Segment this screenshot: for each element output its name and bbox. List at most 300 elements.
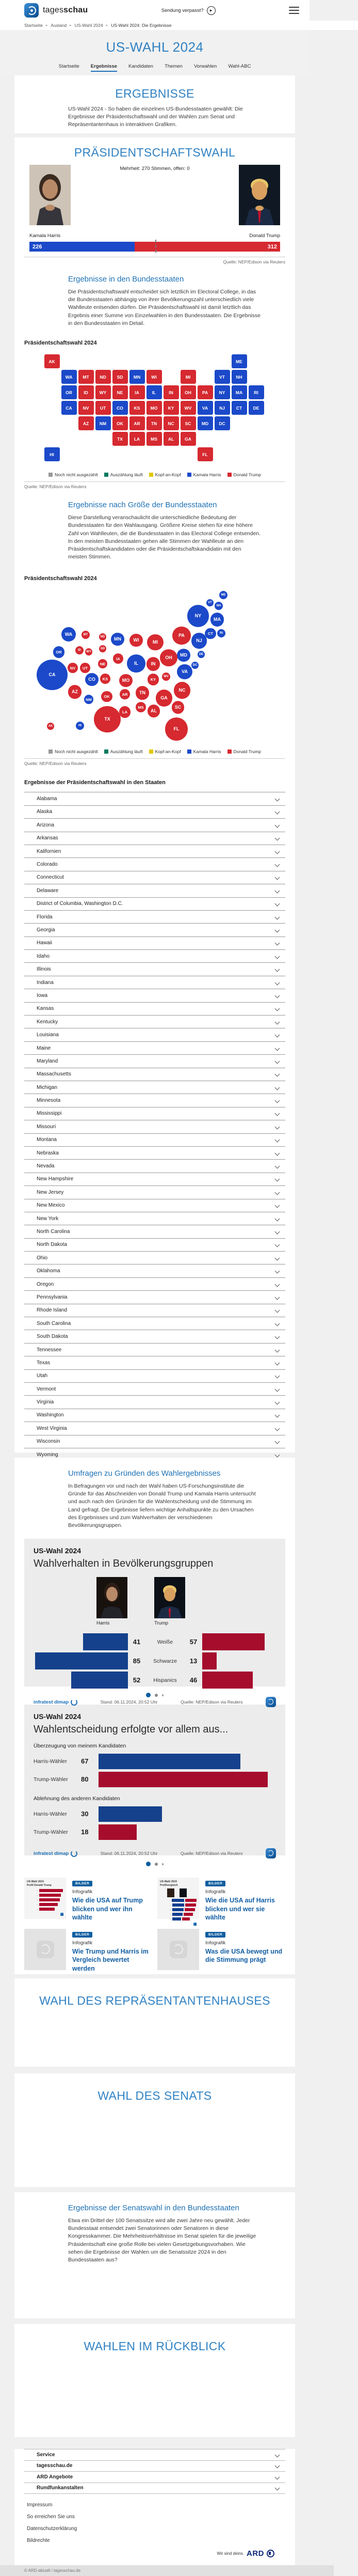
breadcrumb-item[interactable]: US-Wahl 2024: Die Ergebnisse bbox=[111, 23, 172, 28]
state-accordion-row[interactable] bbox=[24, 1435, 285, 1448]
legend-item bbox=[227, 749, 261, 754]
breadcrumb-item[interactable]: Ausland bbox=[51, 23, 67, 28]
chevron-down-icon[interactable] bbox=[275, 822, 280, 828]
state-accordion-row[interactable] bbox=[24, 1343, 285, 1356]
state-accordion-row[interactable] bbox=[24, 818, 285, 831]
president-card bbox=[14, 137, 295, 1458]
row-label: Trump-Wähler bbox=[34, 1829, 68, 1835]
state-bubble-TN: TN bbox=[136, 686, 150, 700]
state-accordion-label: Texas bbox=[37, 1360, 51, 1366]
tab-ergebnisse[interactable]: Ergebnisse bbox=[91, 64, 117, 72]
teaser-thumbnail bbox=[24, 1929, 66, 1970]
state-accordion-row[interactable] bbox=[24, 1002, 285, 1015]
state-accordion-row[interactable] bbox=[24, 976, 285, 989]
footer-link[interactable]: Bildrechte bbox=[27, 2538, 50, 2543]
teaser-card[interactable] bbox=[24, 1929, 152, 1973]
breadcrumb-item[interactable]: Startseite bbox=[24, 23, 43, 28]
trump-bar bbox=[202, 1652, 217, 1669]
chevron-down-icon[interactable] bbox=[275, 1386, 280, 1392]
teaser-card[interactable] bbox=[157, 1878, 285, 1926]
size-text: Diese Darstellung veranschaulicht die unterschiedliche Bedeutung der Bundesstaaten für den Wahlausgang. Größere Kreise stehen für eine höhere Zahl von Wahlleuten, die die Bundesstaaten in das Electoral College entsenden. In den meisten Bundesstaaten gehen alle Stimmen der Wahlleute an den Präsidentschaftskandidaten oder die Präsidentschaftskandidatin mit den meisten Stimmen. bbox=[68, 514, 261, 560]
state-accordion-row[interactable] bbox=[24, 1120, 285, 1133]
footer-link[interactable]: Impressum bbox=[27, 2502, 53, 2508]
teaser-card[interactable] bbox=[157, 1929, 285, 1973]
state-accordion-label: Nevada bbox=[37, 1163, 55, 1169]
tab-vorwahlen[interactable]: Vorwahlen bbox=[193, 64, 217, 69]
state-accordion-row[interactable] bbox=[24, 936, 285, 949]
state-accordion-row[interactable] bbox=[24, 1185, 285, 1198]
chevron-down-icon[interactable] bbox=[275, 1334, 280, 1339]
thumb-kicker: US-Wahl 2024 bbox=[160, 1880, 177, 1884]
teaser-title[interactable]: Was die USA bewegt und die Stimmung prägt bbox=[205, 1948, 283, 1964]
state-accordion-label: Kansas bbox=[37, 1006, 54, 1012]
states-subhead: Ergebnisse in den Bundesstaaten bbox=[68, 275, 184, 284]
state-accordion-row[interactable] bbox=[24, 1068, 285, 1081]
senate-title: WAHL DES SENATS bbox=[97, 2089, 212, 2102]
chevron-down-icon[interactable] bbox=[275, 1347, 280, 1352]
chevron-down-icon[interactable] bbox=[275, 1190, 280, 1195]
state-tile-PA: PA bbox=[198, 385, 213, 399]
chevron-down-icon[interactable] bbox=[275, 1413, 280, 1418]
intro-text: US-Wahl 2024 - So haben die einzelnen US-Bundesstaaten gewählt: Die Ergebnisse der Präsidentschaftswahl und der Wahlen zum Senat und Repräsentantenhaus in interaktiven Grafiken. bbox=[68, 106, 243, 128]
state-accordion-label: Tennessee bbox=[37, 1347, 62, 1353]
state-accordion-row[interactable] bbox=[24, 1317, 285, 1330]
trump-value: 13 bbox=[189, 1657, 198, 1665]
state-tile-CT: CT bbox=[232, 401, 247, 415]
teaser-thumbnail bbox=[24, 1878, 66, 1919]
tab-themen[interactable]: Themen bbox=[165, 64, 183, 69]
state-tile-FL: FL bbox=[198, 447, 213, 461]
state-accordion-row[interactable] bbox=[24, 884, 285, 897]
state-accordion-label: Kentucky bbox=[37, 1019, 58, 1025]
thumb-bar-blue bbox=[172, 1908, 184, 1911]
carousel-dots[interactable] bbox=[14, 1862, 295, 1866]
chevron-down-icon[interactable] bbox=[275, 888, 280, 893]
chevron-down-icon[interactable] bbox=[275, 914, 280, 919]
state-results-accordion bbox=[24, 792, 285, 1461]
state-tile-SC: SC bbox=[181, 416, 196, 430]
tagesschau-logo[interactable] bbox=[24, 3, 88, 18]
chevron-down-icon[interactable] bbox=[275, 1006, 280, 1011]
thumb-title: Profilvergleich bbox=[160, 1884, 178, 1887]
tagesschau-globe-placeholder-icon bbox=[37, 1941, 54, 1958]
row-label: Trump-Wähler bbox=[34, 1776, 68, 1783]
trump-thumb-label: Trump bbox=[154, 1620, 169, 1627]
state-bubble-AZ: AZ bbox=[68, 685, 82, 699]
state-accordion-row[interactable] bbox=[24, 1225, 285, 1238]
state-bubble-MA: MA bbox=[210, 613, 224, 627]
thumb-bar-row bbox=[160, 1912, 197, 1916]
chevron-down-icon[interactable] bbox=[275, 1098, 280, 1103]
breadcrumb-item[interactable]: US-Wahl 2024 bbox=[74, 23, 103, 28]
state-bubble-MT: MT bbox=[82, 631, 90, 639]
state-accordion-label: South Carolina bbox=[37, 1320, 71, 1326]
state-accordion-label: Nebraska bbox=[37, 1150, 59, 1156]
chevron-down-icon[interactable] bbox=[275, 836, 280, 841]
state-accordion-label: New Mexico bbox=[37, 1203, 65, 1209]
thumb-title: Profil Donald Trump bbox=[27, 1884, 52, 1887]
states-text: Die Präsidentschaftswahl entscheidet sich letztlich im Electoral College, in das die Bundesstaaten abhängig von ihrer Bevölkerungszahl unterschiedlich viele Wahlleute entsenden dürfen. Die Präsidentschaftswahl ist damit letztlich das Ergebnis einer Summe von Einzelwahlen in den Bundesstaaten. Die Ergebnisse in den Bundesstaaten im Detail. bbox=[68, 289, 261, 326]
senate-section-card bbox=[14, 2073, 295, 2187]
chevron-down-icon[interactable] bbox=[275, 875, 280, 880]
state-accordion-row[interactable] bbox=[24, 1382, 285, 1395]
state-accordion-row[interactable] bbox=[24, 1409, 285, 1422]
teaser-text bbox=[205, 1878, 283, 1922]
state-accordion-row[interactable] bbox=[24, 871, 285, 884]
chevron-down-icon[interactable] bbox=[275, 1124, 280, 1129]
state-bubble-DE: DE bbox=[198, 651, 205, 658]
state-bubble-GA: GA bbox=[156, 690, 172, 706]
chevron-down-icon[interactable] bbox=[275, 1019, 280, 1024]
thumb-bar-label: — bbox=[169, 1903, 171, 1906]
state-tile-IL: IL bbox=[147, 385, 162, 399]
chevron-down-icon[interactable] bbox=[275, 941, 280, 946]
chevron-down-icon[interactable] bbox=[275, 954, 280, 959]
state-accordion-row[interactable] bbox=[24, 1094, 285, 1106]
state-accordion-label: Florida bbox=[37, 914, 53, 920]
chevron-down-icon[interactable] bbox=[275, 1033, 280, 1038]
state-accordion-row[interactable] bbox=[24, 1251, 285, 1264]
state-accordion-row[interactable] bbox=[24, 1159, 285, 1172]
state-accordion-row[interactable] bbox=[24, 857, 285, 870]
state-accordion-row[interactable] bbox=[24, 1054, 285, 1067]
state-accordion-row[interactable] bbox=[24, 1277, 285, 1290]
state-accordion-label: Iowa bbox=[37, 992, 48, 998]
chevron-down-icon[interactable] bbox=[275, 1400, 280, 1405]
ard-app-icon bbox=[266, 1848, 276, 1859]
missed-show-label: Sendung verpasst? bbox=[161, 7, 204, 13]
chevron-down-icon[interactable] bbox=[275, 849, 280, 854]
chevron-down-icon[interactable] bbox=[275, 1058, 280, 1064]
chevron-down-icon[interactable] bbox=[275, 1203, 280, 1208]
state-accordion-label: Alaska bbox=[37, 809, 53, 815]
state-accordion-row[interactable] bbox=[24, 1330, 285, 1342]
thumb-ard-icon bbox=[60, 1913, 63, 1916]
state-tile-AL: AL bbox=[164, 432, 179, 446]
state-tile-MA: MA bbox=[232, 385, 247, 399]
state-accordion-row[interactable] bbox=[24, 1133, 285, 1146]
state-tile-GA: GA bbox=[181, 432, 196, 446]
state-bubble-WV: WV bbox=[162, 673, 170, 681]
state-accordion-row[interactable] bbox=[24, 1290, 285, 1303]
state-bubble-WY: WY bbox=[85, 648, 92, 655]
state-bubble-OH: OH bbox=[160, 649, 177, 666]
state-bubble-OR: OR bbox=[53, 646, 65, 658]
harris-bar bbox=[83, 1633, 128, 1650]
chevron-down-icon[interactable] bbox=[275, 1439, 280, 1444]
row-value: 30 bbox=[81, 1810, 89, 1818]
ard-logo[interactable] bbox=[217, 2549, 274, 2558]
state-accordion-row[interactable] bbox=[24, 923, 285, 936]
chevron-down-icon[interactable] bbox=[275, 1164, 280, 1169]
chevron-down-icon[interactable] bbox=[275, 1452, 280, 1457]
footer-card bbox=[14, 2449, 295, 2565]
state-bubble-DC: DC bbox=[191, 662, 199, 669]
state-accordion-row[interactable] bbox=[24, 1028, 285, 1041]
state-accordion-row[interactable] bbox=[24, 910, 285, 923]
source-note: Quelle: NEP/Edison via Reuters bbox=[181, 1699, 243, 1705]
harris-bar-zone bbox=[34, 1652, 128, 1669]
state-bubble-AL: AL bbox=[148, 705, 160, 717]
state-tile-UT: UT bbox=[95, 401, 111, 415]
state-bubble-MN: MN bbox=[111, 633, 124, 646]
thumb-footer bbox=[27, 1913, 63, 1916]
chevron-down-icon[interactable] bbox=[275, 2486, 280, 2491]
brand-wordmark: tagesschau bbox=[43, 6, 88, 14]
house-section-card bbox=[14, 1978, 295, 2067]
bilder-badge: BILDER bbox=[205, 1881, 225, 1886]
chevron-down-icon[interactable] bbox=[275, 1321, 280, 1326]
state-bubble-HI: HI bbox=[76, 722, 84, 730]
state-tile-VT: VT bbox=[215, 370, 230, 384]
state-tile-OH: OH bbox=[181, 385, 196, 399]
state-accordion-label: Arizona bbox=[37, 822, 54, 828]
state-accordion-row[interactable] bbox=[24, 792, 285, 805]
state-accordion-label: Michigan bbox=[37, 1084, 58, 1090]
state-accordion-row[interactable] bbox=[24, 1212, 285, 1225]
thumb-footer bbox=[160, 1923, 197, 1926]
state-accordion-row[interactable] bbox=[24, 1146, 285, 1159]
chevron-down-icon[interactable] bbox=[275, 993, 280, 998]
chevron-down-icon[interactable] bbox=[275, 809, 280, 815]
footer-accordion-row[interactable] bbox=[24, 2449, 285, 2460]
state-accordion-label: Missouri bbox=[37, 1123, 56, 1130]
thumb-bar-red bbox=[185, 1903, 196, 1907]
chevron-down-icon[interactable] bbox=[275, 1137, 280, 1143]
harris-ev-segment: 226 bbox=[29, 242, 135, 252]
state-bubble-MS: MS bbox=[136, 702, 146, 712]
chevron-down-icon[interactable] bbox=[275, 1294, 280, 1300]
footer-accordion-row[interactable] bbox=[24, 2471, 285, 2483]
map-chart-label: Präsidentschaftswahl 2024 bbox=[24, 340, 97, 347]
trump-bar bbox=[202, 1672, 253, 1689]
footer-link[interactable]: Datenschutzerklärung bbox=[27, 2526, 77, 2532]
state-accordion-row[interactable] bbox=[24, 1264, 285, 1277]
chevron-down-icon[interactable] bbox=[275, 797, 280, 802]
state-list-label: Ergebnisse der Präsidentschaftswahl in den Staaten bbox=[24, 779, 166, 786]
group-label: Überzeugung von meinem Kandidaten bbox=[34, 1743, 126, 1750]
chevron-down-icon[interactable] bbox=[275, 1426, 280, 1431]
stand-note: Stand: 06.11.2024, 20:52 Uhr bbox=[100, 1851, 158, 1856]
state-accordion-row[interactable] bbox=[24, 805, 285, 818]
play-icon: ▶ bbox=[207, 6, 216, 15]
chevron-down-icon[interactable] bbox=[275, 862, 280, 867]
legend-label: Kamala Harris bbox=[193, 749, 221, 755]
state-accordion-row[interactable] bbox=[24, 1015, 285, 1028]
chevron-down-icon[interactable] bbox=[275, 1085, 280, 1090]
chevron-down-icon[interactable] bbox=[275, 1045, 280, 1051]
teaser-text bbox=[72, 1929, 150, 1973]
state-bubble-NE: NE bbox=[98, 659, 107, 668]
state-bubble-UT: UT bbox=[80, 663, 90, 673]
size-subhead: Ergebnisse nach Größe der Bundesstaaten bbox=[68, 501, 217, 510]
copyright-text: © ARD-aktuell / tagesschau.de bbox=[24, 2568, 81, 2573]
footer-accordion-row[interactable] bbox=[24, 2483, 285, 2494]
state-accordion-label: Utah bbox=[37, 1373, 48, 1379]
state-tile-SD: SD bbox=[112, 370, 128, 384]
teaser-card[interactable] bbox=[24, 1878, 152, 1922]
teaser-title[interactable]: Wie die USA auf Harris blicken und wer sie wählte bbox=[205, 1897, 275, 1921]
chevron-down-icon[interactable] bbox=[275, 1229, 280, 1235]
ard-one-icon bbox=[267, 2550, 274, 2557]
tab-kandidaten[interactable]: Kandidaten bbox=[128, 64, 154, 69]
stand-note: Stand: 06.11.2024, 20:52 Uhr bbox=[100, 1699, 158, 1705]
state-bubble-PA: PA bbox=[172, 627, 190, 645]
chevron-down-icon[interactable] bbox=[275, 967, 280, 972]
chevron-down-icon[interactable] bbox=[275, 1111, 280, 1116]
chevron-down-icon[interactable] bbox=[275, 1150, 280, 1156]
footer-accordion-row[interactable] bbox=[24, 2460, 285, 2472]
thumb-bar-blue bbox=[172, 1913, 183, 1916]
legend-swatch bbox=[227, 473, 232, 477]
chevron-down-icon[interactable] bbox=[275, 1308, 280, 1313]
state-accordion-label: Alabama bbox=[37, 796, 57, 802]
thumb-bar-label: — bbox=[169, 1913, 171, 1915]
chevron-down-icon[interactable] bbox=[275, 928, 280, 933]
legend-swatch bbox=[48, 473, 53, 477]
thumb-ard-icon bbox=[193, 1923, 197, 1926]
demographics-row bbox=[34, 1651, 276, 1671]
majority-marker bbox=[155, 240, 156, 253]
state-accordion-row[interactable] bbox=[24, 1041, 285, 1054]
state-accordion-row[interactable] bbox=[24, 1369, 285, 1382]
chevron-down-icon[interactable] bbox=[275, 1360, 280, 1365]
chevron-down-icon[interactable] bbox=[275, 1373, 280, 1379]
group-label: Ablehnung des anderen Kandidaten bbox=[34, 1796, 120, 1802]
state-bubble-CA: CA bbox=[37, 660, 68, 691]
missed-show-link[interactable] bbox=[161, 6, 216, 15]
state-accordion-label: Arkansas bbox=[37, 835, 58, 841]
state-accordion-label: Wisconsin bbox=[37, 1439, 60, 1445]
row-label: Harris-Wähler bbox=[34, 1758, 67, 1765]
tab-startseite[interactable]: Startseite bbox=[58, 64, 79, 69]
thumb-bar-red bbox=[39, 1898, 60, 1901]
thumb-bar-red bbox=[39, 1889, 63, 1892]
harris-bar bbox=[35, 1652, 128, 1669]
harris-bar-zone bbox=[34, 1672, 128, 1689]
chevron-down-icon[interactable] bbox=[275, 2474, 280, 2479]
state-accordion-row[interactable] bbox=[24, 1395, 285, 1408]
thumb-bar-label: — bbox=[36, 1908, 38, 1910]
chevron-down-icon[interactable] bbox=[275, 901, 280, 907]
legend-label: Auszählung läuft bbox=[110, 472, 143, 478]
state-tile-MO: MO bbox=[147, 401, 162, 415]
thumb-bar-blue bbox=[172, 1899, 184, 1902]
footer-accordion-label: Rundfunkanstalten bbox=[37, 2485, 84, 2491]
state-accordion-label: Vermont bbox=[37, 1386, 56, 1392]
state-tile-NC: NC bbox=[164, 416, 179, 430]
state-tile-IN: IN bbox=[164, 385, 179, 399]
teaser-title[interactable]: Wie die USA auf Trump blicken und wer ihn wählte bbox=[72, 1897, 143, 1921]
chevron-down-icon[interactable] bbox=[275, 2463, 280, 2469]
chevron-down-icon[interactable] bbox=[275, 980, 280, 985]
donald-trump-photo bbox=[239, 165, 280, 225]
infographic-title: Wahlentscheidung erfolgte vor allem aus... bbox=[34, 1724, 229, 1736]
carousel-dots[interactable] bbox=[14, 1693, 295, 1697]
state-accordion-label: Louisiana bbox=[37, 1032, 59, 1038]
state-accordion-row[interactable] bbox=[24, 897, 285, 910]
state-accordion-row[interactable] bbox=[24, 1238, 285, 1251]
state-accordion-row[interactable] bbox=[24, 845, 285, 857]
polls-card bbox=[14, 1458, 295, 1974]
state-bubble-ID: ID bbox=[75, 646, 84, 654]
bilder-badge: BILDER bbox=[205, 1932, 225, 1938]
state-accordion-label: Maryland bbox=[37, 1058, 58, 1064]
mini-photo bbox=[180, 1888, 187, 1897]
state-accordion-row[interactable] bbox=[24, 1173, 285, 1185]
state-tile-ME: ME bbox=[232, 354, 247, 368]
state-tile-MS: MS bbox=[147, 432, 162, 446]
footer-accordion bbox=[24, 2449, 285, 2494]
hamburger-menu-icon[interactable] bbox=[289, 7, 299, 14]
state-accordion-row[interactable] bbox=[24, 1422, 285, 1434]
harris-thumb-photo bbox=[96, 1577, 127, 1618]
row-value: 80 bbox=[81, 1775, 89, 1784]
legend-label: Auszählung läuft bbox=[110, 749, 143, 755]
source-note: Quelle: NEP/Edison via Reuters bbox=[181, 1851, 243, 1856]
page-title: US-WAHL 2024 bbox=[106, 39, 204, 55]
state-accordion-row[interactable] bbox=[24, 989, 285, 1002]
state-tile-NM: NM bbox=[95, 416, 111, 430]
state-accordion-row[interactable] bbox=[24, 1356, 285, 1369]
teaser-title[interactable]: Wie Trump und Harris im Vergleich bewertet werden bbox=[72, 1948, 149, 1972]
state-bubble-NH: NH bbox=[215, 602, 223, 610]
state-accordion-label: New York bbox=[37, 1215, 59, 1222]
legend-label: Kamala Harris bbox=[193, 472, 221, 478]
chevron-down-icon[interactable] bbox=[275, 1216, 280, 1221]
state-accordion-label: Virginia bbox=[37, 1399, 54, 1406]
state-accordion-row[interactable] bbox=[24, 949, 285, 962]
section-tabs bbox=[0, 64, 310, 72]
state-tile-LA: LA bbox=[129, 432, 145, 446]
legend-label: Noch nicht ausgezählt bbox=[55, 749, 98, 755]
state-tile-AZ: AZ bbox=[78, 416, 94, 430]
state-bubble-IA: IA bbox=[113, 653, 123, 664]
decision-groups bbox=[34, 1743, 276, 1841]
state-accordion-row[interactable] bbox=[24, 832, 285, 845]
tab-wahl-abc[interactable]: Wahl-ABC bbox=[228, 64, 251, 69]
state-accordion-row[interactable] bbox=[24, 1199, 285, 1212]
state-accordion-row[interactable] bbox=[24, 962, 285, 975]
chevron-down-icon[interactable] bbox=[275, 1242, 280, 1247]
state-bubble-NV: NV bbox=[68, 663, 78, 673]
senate-text: Etwa ein Drittel der 100 Senatssitze wird alle zwei Jahre neu gewählt. Jeder Bundesstaat entsendet zwei Senatorinnen oder Senatoren in diese Kongresskammer. Die Mehrheitsverhältnisse im Senat spielen für die jeweilige Präsidentschaft eine große Rolle bei vielen Gesetzgebungsvorhaben. Wie sehen die Ergebnisse der Wahlen um die Senatssitze 2024 in den Bundesstaaten aus? bbox=[68, 2218, 256, 2263]
chevron-down-icon[interactable] bbox=[275, 1255, 280, 1260]
state-tile-WY: WY bbox=[95, 385, 111, 399]
legend-label: Kopf-an-Kopf bbox=[155, 472, 181, 478]
footer-link[interactable]: So erreichen Sie uns bbox=[27, 2514, 75, 2520]
chevron-down-icon[interactable] bbox=[275, 1177, 280, 1182]
row-value: 18 bbox=[81, 1828, 89, 1836]
harris-bar bbox=[99, 1806, 162, 1822]
tagesschau-globe-icon bbox=[24, 3, 39, 18]
chevron-down-icon[interactable] bbox=[275, 2452, 280, 2457]
state-accordion-label: New Jersey bbox=[37, 1189, 64, 1195]
legend-swatch bbox=[187, 473, 191, 477]
chevron-down-icon[interactable] bbox=[275, 1282, 280, 1287]
state-accordion-row[interactable] bbox=[24, 1304, 285, 1317]
infographic-title: Wahlverhalten in Bevölkerungsgruppen bbox=[34, 1558, 214, 1570]
state-accordion-row[interactable] bbox=[24, 1107, 285, 1120]
state-bubble-MO: MO bbox=[119, 674, 133, 688]
chevron-down-icon[interactable] bbox=[275, 1269, 280, 1274]
state-accordion-row[interactable] bbox=[24, 1081, 285, 1094]
harris-value: 85 bbox=[133, 1657, 141, 1665]
chevron-down-icon[interactable] bbox=[275, 1072, 280, 1077]
state-accordion-label: Delaware bbox=[37, 887, 59, 894]
harris-value: 52 bbox=[133, 1676, 141, 1684]
state-bubble-IN: IN bbox=[147, 657, 160, 671]
